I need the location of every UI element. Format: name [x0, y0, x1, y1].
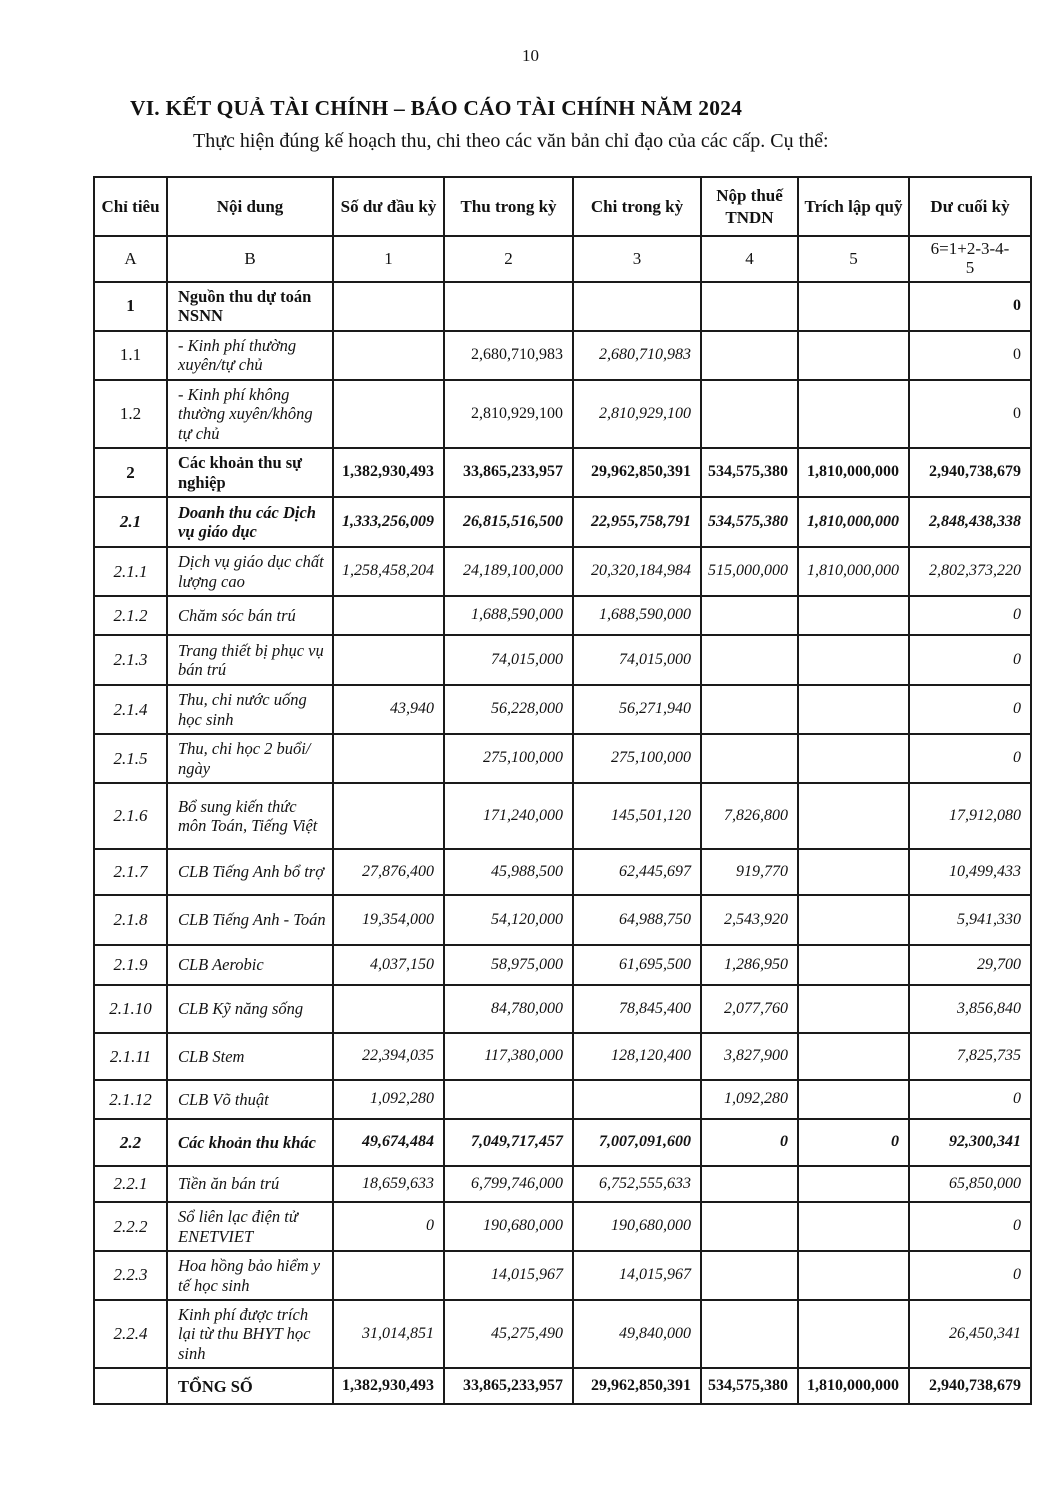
- section-title: VI. KẾT QUẢ TÀI CHÍNH – BÁO CÁO TÀI CHÍNH NĂM 2024: [130, 96, 743, 120]
- row-value-cell: [798, 945, 909, 985]
- row-value-cell: 1,688,590,000: [444, 596, 573, 635]
- table-row: [94, 895, 1031, 945]
- table-header-row: [94, 177, 1031, 236]
- row-value-cell: [798, 1080, 909, 1119]
- row-code-cell: 2: [94, 448, 167, 497]
- row-value-cell: 919,770: [701, 849, 798, 895]
- row-label-cell: Thu, chi học 2 buổi/ ngày: [167, 734, 333, 783]
- row-value-cell: 534,575,380: [701, 1368, 798, 1404]
- row-value-cell: 43,940: [333, 685, 444, 734]
- row-value-cell: 0: [909, 685, 1031, 734]
- table-row: [94, 635, 1031, 685]
- row-value-cell: [701, 596, 798, 635]
- row-value-cell: 0: [333, 1202, 444, 1251]
- row-value-cell: 3,856,840: [909, 985, 1031, 1033]
- row-value-cell: 31,014,851: [333, 1300, 444, 1368]
- row-value-cell: [333, 1251, 444, 1300]
- col-header-du-cuoi-ky: Dư cuối kỳ: [909, 177, 1031, 236]
- row-value-cell: 10,499,433: [909, 849, 1031, 895]
- row-value-cell: 62,445,697: [573, 849, 701, 895]
- row-label-cell: - Kinh phí thường xuyên/tự chủ: [167, 331, 333, 380]
- row-value-cell: [798, 783, 909, 849]
- col-subheader-3: 3: [573, 236, 701, 282]
- table-row: [94, 1368, 1031, 1404]
- row-value-cell: 14,015,967: [573, 1251, 701, 1300]
- col-header-thu-trong-ky: Thu trong kỳ: [444, 177, 573, 236]
- row-code-cell: 1.1: [94, 331, 167, 380]
- row-value-cell: 2,810,929,100: [573, 380, 701, 448]
- row-value-cell: 26,815,516,500: [444, 497, 573, 547]
- row-value-cell: 22,394,035: [333, 1033, 444, 1080]
- table-row: [94, 448, 1031, 497]
- col-subheader-b: B: [167, 236, 333, 282]
- table-row: [94, 985, 1031, 1033]
- table-row: [94, 945, 1031, 985]
- row-label-cell: CLB Võ thuật: [167, 1080, 333, 1119]
- row-value-cell: 33,865,233,957: [444, 448, 573, 497]
- row-value-cell: 2,802,373,220: [909, 547, 1031, 596]
- row-value-cell: 2,543,920: [701, 895, 798, 945]
- row-value-cell: [798, 380, 909, 448]
- row-value-cell: 2,680,710,983: [444, 331, 573, 380]
- row-code-cell: 2.1.9: [94, 945, 167, 985]
- row-value-cell: [701, 380, 798, 448]
- row-value-cell: 1,810,000,000: [798, 448, 909, 497]
- row-label-cell: CLB Kỹ năng sống: [167, 985, 333, 1033]
- row-value-cell: [333, 380, 444, 448]
- row-value-cell: 534,575,380: [701, 497, 798, 547]
- row-value-cell: [444, 282, 573, 331]
- row-value-cell: 19,354,000: [333, 895, 444, 945]
- row-value-cell: [333, 985, 444, 1033]
- row-value-cell: 0: [909, 635, 1031, 685]
- row-value-cell: 29,700: [909, 945, 1031, 985]
- row-value-cell: [798, 895, 909, 945]
- row-label-cell: Doanh thu các Dịch vụ giáo dục: [167, 497, 333, 547]
- table-row: [94, 1300, 1031, 1368]
- row-label-cell: Tiền ăn bán trú: [167, 1166, 333, 1202]
- row-value-cell: 1,810,000,000: [798, 547, 909, 596]
- table-row: [94, 497, 1031, 547]
- row-value-cell: [701, 685, 798, 734]
- row-label-cell: TỔNG SỐ: [167, 1368, 333, 1404]
- row-code-cell: 2.1.7: [94, 849, 167, 895]
- row-value-cell: 128,120,400: [573, 1033, 701, 1080]
- row-value-cell: 58,975,000: [444, 945, 573, 985]
- row-code-cell: 2.1.10: [94, 985, 167, 1033]
- row-value-cell: [333, 331, 444, 380]
- row-value-cell: 45,988,500: [444, 849, 573, 895]
- table-row: [94, 380, 1031, 448]
- row-label-cell: CLB Aerobic: [167, 945, 333, 985]
- row-value-cell: 3,827,900: [701, 1033, 798, 1080]
- row-value-cell: 0: [909, 1202, 1031, 1251]
- row-value-cell: 1,258,458,204: [333, 547, 444, 596]
- row-value-cell: 4,037,150: [333, 945, 444, 985]
- table-row: [94, 547, 1031, 596]
- row-label-cell: Thu, chi nước uống học sinh: [167, 685, 333, 734]
- row-value-cell: 1,286,950: [701, 945, 798, 985]
- row-value-cell: 7,826,800: [701, 783, 798, 849]
- row-value-cell: [798, 282, 909, 331]
- row-value-cell: 0: [701, 1119, 798, 1166]
- row-code-cell: 2.2.4: [94, 1300, 167, 1368]
- row-label-cell: - Kinh phí không thường xuyên/không tự chủ: [167, 380, 333, 448]
- row-value-cell: [798, 1300, 909, 1368]
- row-value-cell: 64,988,750: [573, 895, 701, 945]
- row-label-cell: Nguồn thu dự toán NSNN: [167, 282, 333, 331]
- table-row: [94, 1033, 1031, 1080]
- row-value-cell: [333, 734, 444, 783]
- table-subheader-row: [94, 236, 1031, 282]
- row-label-cell: Hoa hồng bảo hiểm y tế học sinh: [167, 1251, 333, 1300]
- row-value-cell: 171,240,000: [444, 783, 573, 849]
- row-value-cell: 0: [909, 596, 1031, 635]
- row-code-cell: 2.2.2: [94, 1202, 167, 1251]
- row-value-cell: [798, 331, 909, 380]
- row-value-cell: 2,680,710,983: [573, 331, 701, 380]
- row-value-cell: 515,000,000: [701, 547, 798, 596]
- table-header: [94, 177, 1031, 282]
- row-value-cell: 84,780,000: [444, 985, 573, 1033]
- row-value-cell: 29,962,850,391: [573, 1368, 701, 1404]
- col-subheader-formula: 6=1+2-3-4-5: [909, 236, 1031, 282]
- row-code-cell: 2.1: [94, 497, 167, 547]
- col-subheader-a: A: [94, 236, 167, 282]
- row-value-cell: 2,848,438,338: [909, 497, 1031, 547]
- row-value-cell: 14,015,967: [444, 1251, 573, 1300]
- row-value-cell: 275,100,000: [444, 734, 573, 783]
- col-header-noi-dung: Nội dung: [167, 177, 333, 236]
- row-value-cell: 534,575,380: [701, 448, 798, 497]
- row-value-cell: 2,940,738,679: [909, 448, 1031, 497]
- row-value-cell: [798, 596, 909, 635]
- row-value-cell: 1,810,000,000: [798, 497, 909, 547]
- table-row: [94, 596, 1031, 635]
- row-code-cell: 2.2.3: [94, 1251, 167, 1300]
- row-value-cell: 7,825,735: [909, 1033, 1031, 1080]
- row-label-cell: Dịch vụ giáo dục chất lượng cao: [167, 547, 333, 596]
- row-value-cell: 117,380,000: [444, 1033, 573, 1080]
- row-value-cell: 29,962,850,391: [573, 448, 701, 497]
- row-value-cell: [798, 734, 909, 783]
- table-row: [94, 331, 1031, 380]
- row-value-cell: [333, 635, 444, 685]
- row-value-cell: 27,876,400: [333, 849, 444, 895]
- row-value-cell: [701, 734, 798, 783]
- row-label-cell: Các khoản thu khác: [167, 1119, 333, 1166]
- table-row: [94, 1166, 1031, 1202]
- row-value-cell: 20,320,184,984: [573, 547, 701, 596]
- table-row: [94, 685, 1031, 734]
- row-value-cell: [798, 635, 909, 685]
- row-value-cell: [798, 849, 909, 895]
- col-header-nop-thue-tndn: Nộp thuế TNDN: [701, 177, 798, 236]
- row-value-cell: [701, 1300, 798, 1368]
- table-row: [94, 282, 1031, 331]
- row-value-cell: 1,688,590,000: [573, 596, 701, 635]
- row-value-cell: 1,333,256,009: [333, 497, 444, 547]
- col-header-chi-tieu: Chỉ tiêu: [94, 177, 167, 236]
- row-value-cell: 22,955,758,791: [573, 497, 701, 547]
- row-code-cell: 2.1.5: [94, 734, 167, 783]
- page-number: 10: [522, 46, 539, 65]
- row-value-cell: 33,865,233,957: [444, 1368, 573, 1404]
- row-value-cell: 74,015,000: [444, 635, 573, 685]
- row-value-cell: [701, 1202, 798, 1251]
- row-code-cell: 2.1.12: [94, 1080, 167, 1119]
- row-value-cell: 1,092,280: [701, 1080, 798, 1119]
- row-code-cell: 2.1.6: [94, 783, 167, 849]
- row-label-cell: CLB Tiếng Anh bổ trợ: [167, 849, 333, 895]
- row-value-cell: 0: [909, 1080, 1031, 1119]
- table-row: [94, 1202, 1031, 1251]
- row-value-cell: [701, 635, 798, 685]
- row-value-cell: [798, 1166, 909, 1202]
- row-code-cell: 2.1.3: [94, 635, 167, 685]
- row-value-cell: 49,674,484: [333, 1119, 444, 1166]
- table-body: [94, 282, 1031, 1404]
- row-value-cell: 190,680,000: [573, 1202, 701, 1251]
- row-label-cell: Các khoản thu sự nghiệp: [167, 448, 333, 497]
- row-value-cell: 7,049,717,457: [444, 1119, 573, 1166]
- row-value-cell: 18,659,633: [333, 1166, 444, 1202]
- row-value-cell: [701, 1251, 798, 1300]
- row-value-cell: 2,940,738,679: [909, 1368, 1031, 1404]
- row-label-cell: Chăm sóc bán trú: [167, 596, 333, 635]
- col-subheader-5: 5: [798, 236, 909, 282]
- col-header-trich-lap-quy: Trích lập quỹ: [798, 177, 909, 236]
- row-value-cell: 2,077,760: [701, 985, 798, 1033]
- row-label-cell: Trang thiết bị phục vụ bán trú: [167, 635, 333, 685]
- row-value-cell: 56,271,940: [573, 685, 701, 734]
- row-value-cell: 61,695,500: [573, 945, 701, 985]
- row-value-cell: 54,120,000: [444, 895, 573, 945]
- row-label-cell: CLB Stem: [167, 1033, 333, 1080]
- col-header-chi-trong-ky: Chi trong kỳ: [573, 177, 701, 236]
- row-value-cell: 0: [909, 1251, 1031, 1300]
- row-code-cell: 2.1.11: [94, 1033, 167, 1080]
- row-value-cell: 0: [909, 331, 1031, 380]
- row-value-cell: 45,275,490: [444, 1300, 573, 1368]
- table-row: [94, 1251, 1031, 1300]
- row-value-cell: [573, 282, 701, 331]
- row-value-cell: 17,912,080: [909, 783, 1031, 849]
- row-value-cell: [701, 1166, 798, 1202]
- row-value-cell: [701, 331, 798, 380]
- row-value-cell: [798, 1033, 909, 1080]
- row-code-cell: 2.1.1: [94, 547, 167, 596]
- row-value-cell: 7,007,091,600: [573, 1119, 701, 1166]
- row-code-cell: 2.2.1: [94, 1166, 167, 1202]
- row-value-cell: [333, 596, 444, 635]
- row-value-cell: [573, 1080, 701, 1119]
- row-value-cell: [798, 985, 909, 1033]
- row-value-cell: [798, 1202, 909, 1251]
- section-subtitle: Thực hiện đúng kế hoạch thu, chi theo các văn bản chỉ đạo của các cấp. Cụ thể:: [193, 130, 829, 152]
- table-row: [94, 734, 1031, 783]
- table-row: [94, 783, 1031, 849]
- table-row: [94, 1119, 1031, 1166]
- row-code-cell: 2.1.8: [94, 895, 167, 945]
- row-value-cell: 24,189,100,000: [444, 547, 573, 596]
- row-code-cell: [94, 1368, 167, 1404]
- row-value-cell: 92,300,341: [909, 1119, 1031, 1166]
- row-code-cell: 2.1.4: [94, 685, 167, 734]
- row-label-cell: CLB Tiếng Anh - Toán: [167, 895, 333, 945]
- row-value-cell: 145,501,120: [573, 783, 701, 849]
- row-value-cell: 5,941,330: [909, 895, 1031, 945]
- row-value-cell: 6,752,555,633: [573, 1166, 701, 1202]
- row-value-cell: 78,845,400: [573, 985, 701, 1033]
- col-subheader-2: 2: [444, 236, 573, 282]
- row-value-cell: 65,850,000: [909, 1166, 1031, 1202]
- col-subheader-4: 4: [701, 236, 798, 282]
- row-value-cell: 1,382,930,493: [333, 448, 444, 497]
- row-value-cell: [333, 282, 444, 331]
- row-value-cell: [701, 282, 798, 331]
- row-label-cell: Sổ liên lạc điện tử ENETVIET: [167, 1202, 333, 1251]
- table-row: [94, 1080, 1031, 1119]
- row-code-cell: 2.1.2: [94, 596, 167, 635]
- col-subheader-1: 1: [333, 236, 444, 282]
- row-value-cell: 1,810,000,000: [798, 1368, 909, 1404]
- row-label-cell: Kinh phí được trích lại từ thu BHYT học sinh: [167, 1300, 333, 1368]
- row-value-cell: [333, 783, 444, 849]
- table-row: [94, 849, 1031, 895]
- row-code-cell: 1.2: [94, 380, 167, 448]
- row-value-cell: 1,382,930,493: [333, 1368, 444, 1404]
- row-value-cell: 56,228,000: [444, 685, 573, 734]
- row-value-cell: 190,680,000: [444, 1202, 573, 1251]
- row-value-cell: 0: [798, 1119, 909, 1166]
- row-value-cell: 0: [909, 734, 1031, 783]
- row-value-cell: [798, 1251, 909, 1300]
- row-value-cell: 0: [909, 380, 1031, 448]
- row-label-cell: Bổ sung kiến thức môn Toán, Tiếng Việt: [167, 783, 333, 849]
- row-code-cell: 2.2: [94, 1119, 167, 1166]
- row-code-cell: 1: [94, 282, 167, 331]
- col-header-so-du-dau-ky: Số dư đầu kỳ: [333, 177, 444, 236]
- row-value-cell: 275,100,000: [573, 734, 701, 783]
- row-value-cell: [444, 1080, 573, 1119]
- row-value-cell: 74,015,000: [573, 635, 701, 685]
- row-value-cell: [798, 685, 909, 734]
- row-value-cell: 1,092,280: [333, 1080, 444, 1119]
- row-value-cell: 2,810,929,100: [444, 380, 573, 448]
- row-value-cell: 0: [909, 282, 1031, 331]
- row-value-cell: 26,450,341: [909, 1300, 1031, 1368]
- financial-table: [93, 176, 1032, 1405]
- row-value-cell: 49,840,000: [573, 1300, 701, 1368]
- row-value-cell: 6,799,746,000: [444, 1166, 573, 1202]
